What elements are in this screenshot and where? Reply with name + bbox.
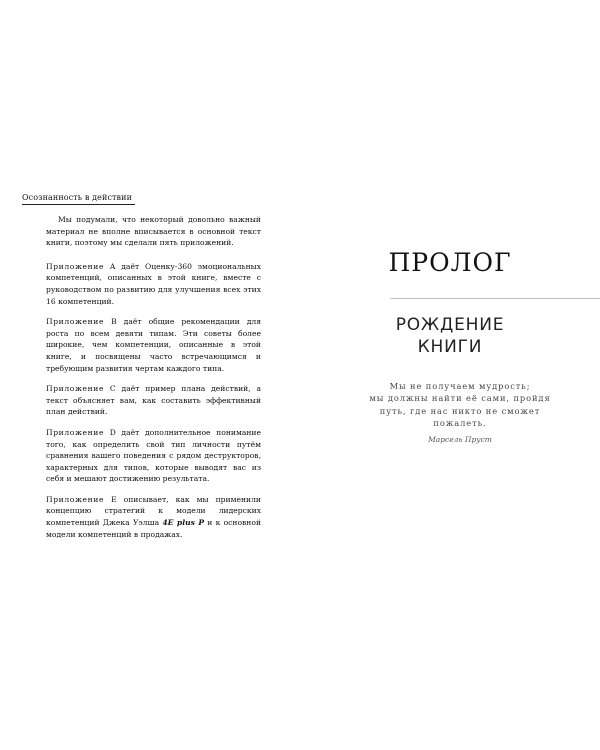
appendix-e-paragraph (46, 494, 261, 540)
appendix-letter: E (111, 494, 117, 504)
appendix-d-paragraph (46, 427, 261, 485)
appendix-label: Приложение (46, 494, 105, 504)
appendix-text-after: и к основной модели компетенций в продажах. (46, 518, 262, 539)
appendix-label: Приложение (46, 317, 105, 327)
intro-paragraph: Мы подумали, что некоторый довольно важный материал не вполне вписывается в основной текст книги, поэтому мы сделали пять приложений. (46, 215, 261, 248)
epigraph-line: мы должны найти её сами, пройдя (369, 393, 551, 404)
epigraph-line: путь, где нас никто не сможет (379, 405, 541, 416)
appendix-label: Приложение (46, 427, 105, 437)
appendix-label: Приложение (46, 384, 105, 394)
subtitle-line: КНИГИ (417, 337, 483, 357)
appendix-b-paragraph (46, 316, 261, 374)
appendix-text: даёт общие рекомендации для роста по всем девяти типам. Эти советы более широкие, чем компетенции, описанные в этой книге, и посвящены часто встречающимся и требующим развития чертам каждого типа. (46, 317, 261, 373)
appendix-letter: D (109, 427, 116, 437)
epigraph-line: пожалеть. (433, 417, 487, 428)
appendix-letter: B (111, 317, 117, 327)
running-head-rule (22, 204, 135, 205)
subtitle-line: РОЖДЕНИЕ (395, 315, 505, 335)
appendix-c-paragraph (46, 383, 261, 418)
appendix-text: даёт Оценку-360 эмоциональных компетенций, описанных в этой книге, вместе с руководством по развитию для улучшения всех этих 16 компетенций. (46, 261, 261, 306)
model-name-emphasis: 4E plus P (162, 518, 205, 528)
appendix-letter: A (109, 261, 116, 271)
chapter-title: ПРОЛОГ (388, 248, 512, 277)
appendix-text-before: описывает, как мы применили концепцию стратегий к модели лидерских компетенций Джека Уэлша (46, 494, 261, 528)
appendix-label: Приложение (46, 261, 105, 271)
chapter-subtitle (300, 314, 600, 358)
right-page (300, 0, 600, 750)
appendix-text: даёт дополнительное понимание того, как определить свой тип личности путём сравнения вашего поведения с рядом деструкторов, характерных для типов, которые выводят вас из себя и мешают достижению результата. (46, 427, 261, 484)
running-head: Осознанность в действии (22, 193, 133, 202)
appendix-text: даёт пример плана действий, а текст объясняет вам, как составить эффективный план действий. (46, 384, 261, 417)
epigraph (355, 380, 565, 429)
appendix-letter: C (109, 384, 116, 394)
title-divider (390, 298, 600, 299)
epigraph-line: Мы не получаем мудрость; (389, 381, 531, 391)
body-text (46, 214, 261, 549)
epigraph-author: Марсель Пруст (428, 435, 492, 444)
appendix-a-paragraph (46, 261, 261, 307)
